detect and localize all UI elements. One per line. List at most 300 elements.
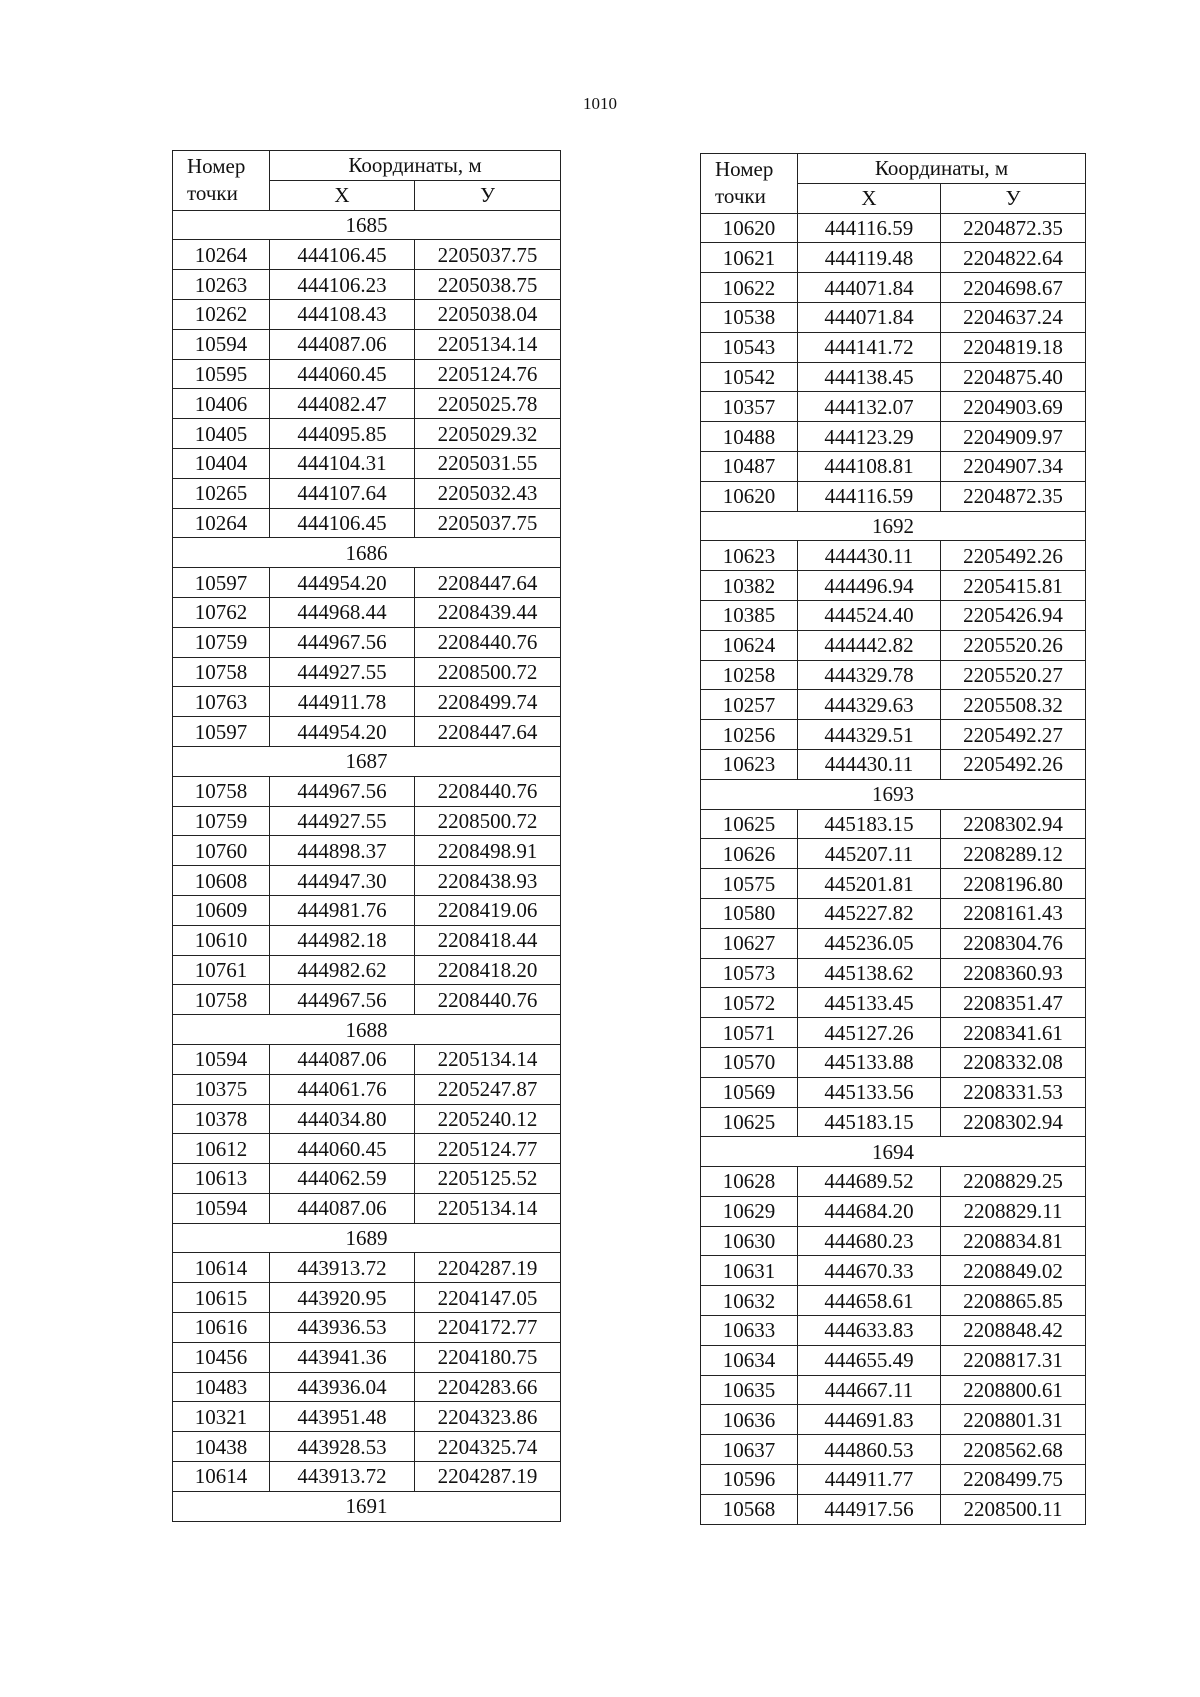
y-coordinate-cell: 2205247.87 (415, 1074, 561, 1104)
y-coordinate-cell: 2204819.18 (941, 332, 1086, 362)
point-number-cell: 10570 (701, 1047, 798, 1077)
point-number-cell: 10620 (701, 213, 798, 243)
table-row (701, 1226, 1086, 1256)
y-column-header: У (415, 180, 561, 210)
page-number: 1010 (583, 94, 617, 113)
x-coordinate-cell: 445227.82 (798, 898, 941, 928)
x-coordinate-cell: 444329.63 (798, 690, 941, 720)
y-coordinate-cell: 2208439.44 (415, 597, 561, 627)
x-coordinate-cell: 443941.36 (270, 1342, 415, 1372)
table-row (701, 571, 1086, 601)
table-row (701, 481, 1086, 511)
section-row (173, 1015, 561, 1045)
table-row (173, 270, 561, 300)
point-number-cell: 10538 (701, 302, 798, 332)
x-coordinate-cell: 444095.85 (270, 419, 415, 449)
point-number-cell: 10375 (173, 1074, 270, 1104)
point-number-cell: 10608 (173, 866, 270, 896)
x-coordinate-cell: 444680.23 (798, 1226, 941, 1256)
point-number-cell: 10456 (173, 1342, 270, 1372)
point-number-cell: 10637 (701, 1435, 798, 1465)
point-number-cell: 10613 (173, 1164, 270, 1194)
section-number: 1694 (701, 1137, 1086, 1167)
y-coordinate-cell: 2205124.77 (415, 1134, 561, 1164)
x-coordinate-cell: 444981.76 (270, 895, 415, 925)
y-coordinate-cell: 2208304.76 (941, 928, 1086, 958)
x-coordinate-cell: 444087.06 (270, 329, 415, 359)
y-coordinate-cell: 2208419.06 (415, 895, 561, 925)
table-row (701, 1345, 1086, 1375)
y-coordinate-cell: 2205508.32 (941, 690, 1086, 720)
x-coordinate-cell: 445183.15 (798, 1107, 941, 1137)
table-row (701, 1286, 1086, 1316)
section-number: 1693 (701, 779, 1086, 809)
point-number-cell: 10572 (701, 988, 798, 1018)
point-number-cell: 10580 (701, 898, 798, 928)
y-coordinate-cell: 2204872.35 (941, 213, 1086, 243)
x-coordinate-cell: 444329.78 (798, 660, 941, 690)
point-number-cell: 10763 (173, 687, 270, 717)
x-coordinate-cell: 444082.47 (270, 389, 415, 419)
point-number-cell: 10624 (701, 630, 798, 660)
x-coordinate-cell: 444917.56 (798, 1494, 941, 1524)
table-row (173, 925, 561, 955)
y-coordinate-cell: 2205038.75 (415, 270, 561, 300)
y-column-header: У (941, 183, 1086, 213)
point-number-cell: 10625 (701, 1107, 798, 1137)
table-row (701, 660, 1086, 690)
point-number-cell: 10610 (173, 925, 270, 955)
x-coordinate-cell: 444116.59 (798, 213, 941, 243)
y-coordinate-cell: 2208817.31 (941, 1345, 1086, 1375)
point-number-cell: 10543 (701, 332, 798, 362)
y-coordinate-cell: 2208196.80 (941, 869, 1086, 899)
x-coordinate-cell: 445207.11 (798, 839, 941, 869)
y-coordinate-cell: 2204698.67 (941, 273, 1086, 303)
table-row (701, 749, 1086, 779)
table-row (173, 478, 561, 508)
y-coordinate-cell: 2205520.26 (941, 630, 1086, 660)
section-row (173, 1491, 561, 1521)
table-row (701, 1435, 1086, 1465)
section-number: 1692 (701, 511, 1086, 541)
x-coordinate-cell: 444691.83 (798, 1405, 941, 1435)
x-coordinate-cell: 444655.49 (798, 1345, 941, 1375)
table-row (173, 806, 561, 836)
x-coordinate-cell: 444060.45 (270, 1134, 415, 1164)
table-row (173, 1104, 561, 1134)
x-coordinate-cell: 444138.45 (798, 362, 941, 392)
x-coordinate-cell: 444967.56 (270, 985, 415, 1015)
table-row (173, 597, 561, 627)
y-coordinate-cell: 2205240.12 (415, 1104, 561, 1134)
x-coordinate-cell: 444658.61 (798, 1286, 941, 1316)
point-number-cell: 10609 (173, 895, 270, 925)
point-number-cell: 10761 (173, 955, 270, 985)
point-number-cell: 10758 (173, 776, 270, 806)
point-number-cell: 10612 (173, 1134, 270, 1164)
y-coordinate-cell: 2208848.42 (941, 1316, 1086, 1346)
point-number-header (701, 154, 798, 214)
point-number-cell: 10631 (701, 1256, 798, 1286)
table-row (173, 1402, 561, 1432)
table-row (173, 1462, 561, 1492)
x-coordinate-cell: 443920.95 (270, 1283, 415, 1313)
y-coordinate-cell: 2208161.43 (941, 898, 1086, 928)
x-coordinate-cell: 444430.11 (798, 541, 941, 571)
table-row (173, 240, 561, 270)
section-row (173, 746, 561, 776)
y-coordinate-cell: 2205038.04 (415, 299, 561, 329)
y-coordinate-cell: 2208829.11 (941, 1196, 1086, 1226)
y-coordinate-cell: 2208500.72 (415, 806, 561, 836)
table-row (701, 1405, 1086, 1435)
x-coordinate-cell: 443936.53 (270, 1313, 415, 1343)
y-coordinate-cell: 2205029.32 (415, 419, 561, 449)
x-coordinate-cell: 444087.06 (270, 1044, 415, 1074)
point-number-cell: 10483 (173, 1372, 270, 1402)
table-row (701, 839, 1086, 869)
table-row (173, 568, 561, 598)
point-number-cell: 10597 (173, 568, 270, 598)
table-row (173, 1342, 561, 1372)
table-row (701, 1167, 1086, 1197)
point-number-cell: 10321 (173, 1402, 270, 1432)
x-coordinate-cell: 444141.72 (798, 332, 941, 362)
x-coordinate-cell: 444106.45 (270, 508, 415, 538)
table-row (173, 1313, 561, 1343)
point-header-line1: Номер (715, 157, 774, 182)
point-number-cell: 10632 (701, 1286, 798, 1316)
y-coordinate-cell: 2208418.44 (415, 925, 561, 955)
point-number-cell: 10569 (701, 1077, 798, 1107)
y-coordinate-cell: 2205134.14 (415, 1193, 561, 1223)
point-number-header (173, 151, 270, 211)
point-number-cell: 10571 (701, 1018, 798, 1048)
point-number-cell: 10258 (701, 660, 798, 690)
y-coordinate-cell: 2204323.86 (415, 1402, 561, 1432)
x-coordinate-cell: 444684.20 (798, 1196, 941, 1226)
point-number-cell: 10760 (173, 836, 270, 866)
x-coordinate-cell: 444104.31 (270, 448, 415, 478)
point-number-cell: 10623 (701, 749, 798, 779)
point-number-cell: 10627 (701, 928, 798, 958)
x-coordinate-cell: 445138.62 (798, 958, 941, 988)
table-body (701, 213, 1086, 1524)
table-row (701, 213, 1086, 243)
y-coordinate-cell: 2208440.76 (415, 627, 561, 657)
point-number-cell: 10594 (173, 329, 270, 359)
table-row (701, 302, 1086, 332)
table-row (701, 362, 1086, 392)
y-coordinate-cell: 2208360.93 (941, 958, 1086, 988)
y-coordinate-cell: 2208800.61 (941, 1375, 1086, 1405)
point-number-cell: 10628 (701, 1167, 798, 1197)
section-number: 1691 (173, 1491, 561, 1521)
y-coordinate-cell: 2208438.93 (415, 866, 561, 896)
table-row (701, 898, 1086, 928)
x-coordinate-cell: 444087.06 (270, 1193, 415, 1223)
table-header (173, 151, 561, 211)
table-row (173, 1134, 561, 1164)
table-row (701, 1018, 1086, 1048)
y-coordinate-cell: 2208498.91 (415, 836, 561, 866)
table-row (173, 955, 561, 985)
y-coordinate-cell: 2205032.43 (415, 478, 561, 508)
table-row (173, 687, 561, 717)
table-row (173, 1074, 561, 1104)
y-coordinate-cell: 2205124.76 (415, 359, 561, 389)
y-coordinate-cell: 2204287.19 (415, 1253, 561, 1283)
x-coordinate-cell: 444329.51 (798, 720, 941, 750)
table-row (701, 690, 1086, 720)
table-row (173, 1164, 561, 1194)
section-row (173, 538, 561, 568)
table-row (701, 1375, 1086, 1405)
y-coordinate-cell: 2204875.40 (941, 362, 1086, 392)
y-coordinate-cell: 2208351.47 (941, 988, 1086, 1018)
point-number-cell: 10614 (173, 1462, 270, 1492)
y-coordinate-cell: 2205492.26 (941, 749, 1086, 779)
point-number-cell: 10615 (173, 1283, 270, 1313)
point-number-cell: 10758 (173, 985, 270, 1015)
point-number-cell: 10630 (701, 1226, 798, 1256)
table-row (701, 332, 1086, 362)
y-coordinate-cell: 2208341.61 (941, 1018, 1086, 1048)
point-header-line2: точки (187, 181, 238, 206)
point-number-cell: 10573 (701, 958, 798, 988)
point-number-cell: 10595 (173, 359, 270, 389)
x-coordinate-cell: 444107.64 (270, 478, 415, 508)
table-row (701, 392, 1086, 422)
y-coordinate-cell: 2205520.27 (941, 660, 1086, 690)
point-number-cell: 10256 (701, 720, 798, 750)
table-header (701, 154, 1086, 214)
y-coordinate-cell: 2204283.66 (415, 1372, 561, 1402)
x-coordinate-cell: 444060.45 (270, 359, 415, 389)
x-coordinate-cell: 444034.80 (270, 1104, 415, 1134)
coordinates-table-right (700, 153, 1086, 1525)
x-coordinate-cell: 445133.56 (798, 1077, 941, 1107)
x-column-header: X (270, 180, 415, 210)
point-number-cell: 10597 (173, 717, 270, 747)
table-row (701, 1465, 1086, 1495)
x-coordinate-cell: 444967.56 (270, 627, 415, 657)
y-coordinate-cell: 2208829.25 (941, 1167, 1086, 1197)
table-row (173, 359, 561, 389)
table-row (173, 627, 561, 657)
point-number-cell: 10634 (701, 1345, 798, 1375)
y-coordinate-cell: 2205025.78 (415, 389, 561, 419)
x-coordinate-cell: 444496.94 (798, 571, 941, 601)
x-coordinate-cell: 445133.88 (798, 1047, 941, 1077)
point-header-line2: точки (715, 184, 766, 209)
x-coordinate-cell: 444633.83 (798, 1316, 941, 1346)
point-number-cell: 10357 (701, 392, 798, 422)
x-coordinate-cell: 444982.62 (270, 955, 415, 985)
point-number-cell: 10264 (173, 508, 270, 538)
point-number-cell: 10633 (701, 1316, 798, 1346)
point-number-cell: 10438 (173, 1432, 270, 1462)
table-row (701, 988, 1086, 1018)
x-column-header: X (798, 183, 941, 213)
point-number-cell: 10635 (701, 1375, 798, 1405)
coordinates-header: Координаты, м (270, 151, 561, 181)
point-number-cell: 10614 (173, 1253, 270, 1283)
x-coordinate-cell: 444071.84 (798, 302, 941, 332)
table-row (173, 329, 561, 359)
x-coordinate-cell: 445133.45 (798, 988, 941, 1018)
point-number-cell: 10263 (173, 270, 270, 300)
table-row (173, 866, 561, 896)
y-coordinate-cell: 2205492.27 (941, 720, 1086, 750)
y-coordinate-cell: 2204637.24 (941, 302, 1086, 332)
point-number-cell: 10406 (173, 389, 270, 419)
point-number-cell: 10616 (173, 1313, 270, 1343)
point-number-cell: 10629 (701, 1196, 798, 1226)
x-coordinate-cell: 443913.72 (270, 1253, 415, 1283)
y-coordinate-cell: 2205031.55 (415, 448, 561, 478)
y-coordinate-cell: 2208440.76 (415, 776, 561, 806)
table-row (701, 928, 1086, 958)
y-coordinate-cell: 2205415.81 (941, 571, 1086, 601)
x-coordinate-cell: 444132.07 (798, 392, 941, 422)
x-coordinate-cell: 444116.59 (798, 481, 941, 511)
x-coordinate-cell: 444119.48 (798, 243, 941, 273)
table-row (701, 720, 1086, 750)
table-body (173, 210, 561, 1521)
x-coordinate-cell: 444927.55 (270, 657, 415, 687)
table-row (173, 985, 561, 1015)
x-coordinate-cell: 444071.84 (798, 273, 941, 303)
point-number-cell: 10262 (173, 299, 270, 329)
x-coordinate-cell: 444430.11 (798, 749, 941, 779)
section-row (701, 1137, 1086, 1167)
y-coordinate-cell: 2208865.85 (941, 1286, 1086, 1316)
y-coordinate-cell: 2208499.75 (941, 1465, 1086, 1495)
x-coordinate-cell: 444967.56 (270, 776, 415, 806)
table-row (701, 1107, 1086, 1137)
table-row (701, 1494, 1086, 1524)
table-row (701, 451, 1086, 481)
y-coordinate-cell: 2208447.64 (415, 717, 561, 747)
section-number: 1686 (173, 538, 561, 568)
x-coordinate-cell: 444670.33 (798, 1256, 941, 1286)
x-coordinate-cell: 444524.40 (798, 600, 941, 630)
x-coordinate-cell: 444860.53 (798, 1435, 941, 1465)
point-number-cell: 10568 (701, 1494, 798, 1524)
x-coordinate-cell: 444108.43 (270, 299, 415, 329)
y-coordinate-cell: 2204903.69 (941, 392, 1086, 422)
table-row (173, 299, 561, 329)
table-row (701, 958, 1086, 988)
y-coordinate-cell: 2205134.14 (415, 329, 561, 359)
point-number-cell: 10265 (173, 478, 270, 508)
coordinates-header: Координаты, м (798, 154, 1086, 184)
table-row (701, 1196, 1086, 1226)
y-coordinate-cell: 2205037.75 (415, 240, 561, 270)
point-number-cell: 10625 (701, 809, 798, 839)
point-number-cell: 10405 (173, 419, 270, 449)
table-row (701, 541, 1086, 571)
section-row (173, 210, 561, 240)
point-number-cell: 10594 (173, 1044, 270, 1074)
y-coordinate-cell: 2205426.94 (941, 600, 1086, 630)
table-row (173, 389, 561, 419)
table-row (701, 600, 1086, 630)
table-row (173, 1044, 561, 1074)
table-row (701, 869, 1086, 899)
y-coordinate-cell: 2208801.31 (941, 1405, 1086, 1435)
point-number-cell: 10542 (701, 362, 798, 392)
x-coordinate-cell: 444123.29 (798, 422, 941, 452)
point-number-cell: 10487 (701, 451, 798, 481)
y-coordinate-cell: 2205492.26 (941, 541, 1086, 571)
table-row (173, 657, 561, 687)
point-number-cell: 10404 (173, 448, 270, 478)
y-coordinate-cell: 2204287.19 (415, 1462, 561, 1492)
point-number-cell: 10626 (701, 839, 798, 869)
x-coordinate-cell: 445236.05 (798, 928, 941, 958)
table-row (173, 1193, 561, 1223)
y-coordinate-cell: 2208302.94 (941, 809, 1086, 839)
x-coordinate-cell: 443928.53 (270, 1432, 415, 1462)
y-coordinate-cell: 2208447.64 (415, 568, 561, 598)
table-row (701, 809, 1086, 839)
x-coordinate-cell: 444947.30 (270, 866, 415, 896)
x-coordinate-cell: 444106.23 (270, 270, 415, 300)
x-coordinate-cell: 444954.20 (270, 568, 415, 598)
point-number-cell: 10596 (701, 1465, 798, 1495)
y-coordinate-cell: 2208500.72 (415, 657, 561, 687)
x-coordinate-cell: 445183.15 (798, 809, 941, 839)
table-row (173, 419, 561, 449)
x-coordinate-cell: 443913.72 (270, 1462, 415, 1492)
y-coordinate-cell: 2208849.02 (941, 1256, 1086, 1286)
y-coordinate-cell: 2204909.97 (941, 422, 1086, 452)
table-row (173, 1253, 561, 1283)
x-coordinate-cell: 443951.48 (270, 1402, 415, 1432)
table-row (701, 1256, 1086, 1286)
table-row (701, 243, 1086, 273)
table-row (173, 836, 561, 866)
point-number-cell: 10758 (173, 657, 270, 687)
point-number-cell: 10385 (701, 600, 798, 630)
point-number-cell: 10622 (701, 273, 798, 303)
y-coordinate-cell: 2204180.75 (415, 1342, 561, 1372)
y-coordinate-cell: 2208289.12 (941, 839, 1086, 869)
point-number-cell: 10623 (701, 541, 798, 571)
point-number-cell: 10378 (173, 1104, 270, 1134)
x-coordinate-cell: 444108.81 (798, 451, 941, 481)
point-number-cell: 10488 (701, 422, 798, 452)
x-coordinate-cell: 444927.55 (270, 806, 415, 836)
table-row (701, 422, 1086, 452)
point-number-cell: 10759 (173, 806, 270, 836)
point-number-cell: 10621 (701, 243, 798, 273)
y-coordinate-cell: 2208440.76 (415, 985, 561, 1015)
x-coordinate-cell: 444898.37 (270, 836, 415, 866)
table-row (173, 508, 561, 538)
table-row (701, 1077, 1086, 1107)
section-row (701, 511, 1086, 541)
table-row (701, 273, 1086, 303)
x-coordinate-cell: 443936.04 (270, 1372, 415, 1402)
section-row (701, 779, 1086, 809)
x-coordinate-cell: 444667.11 (798, 1375, 941, 1405)
y-coordinate-cell: 2204147.05 (415, 1283, 561, 1313)
table-row (701, 1316, 1086, 1346)
